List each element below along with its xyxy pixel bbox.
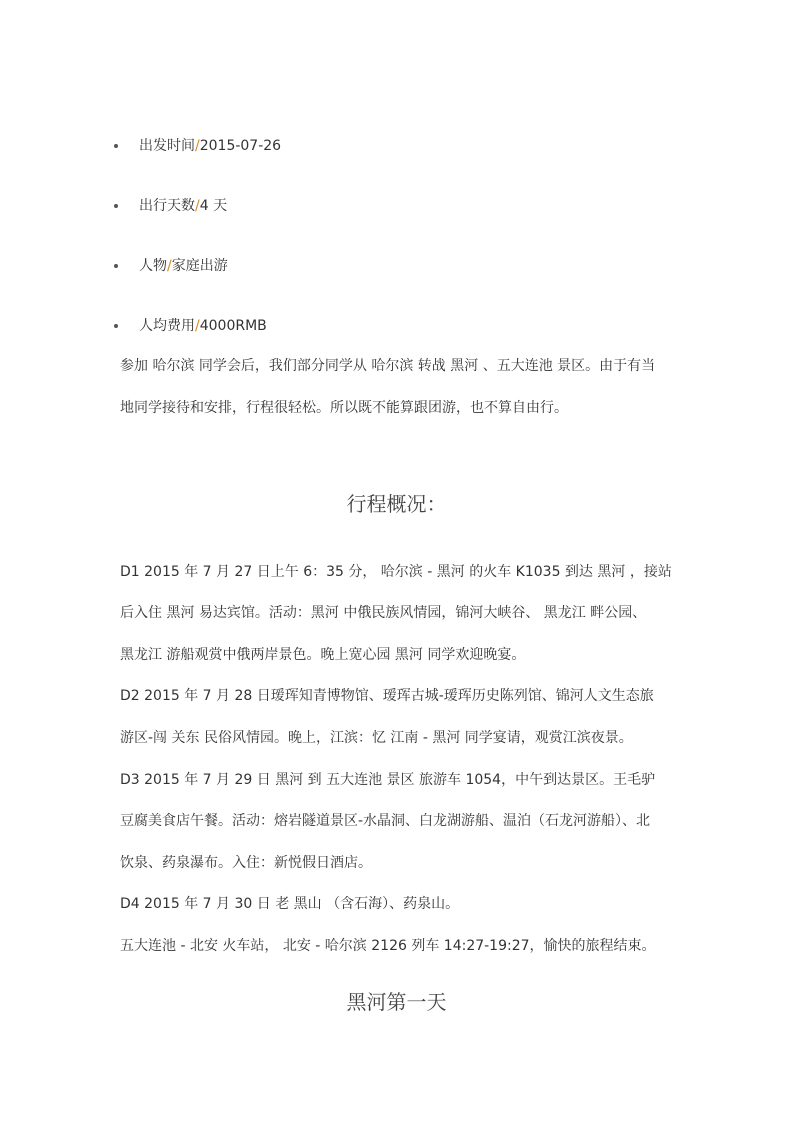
info-label: 人均费用 — [139, 318, 195, 334]
day1-heading: 黑河第一天 — [346, 990, 447, 1014]
info-item-people — [110, 248, 281, 308]
day4-line1: D4 2015 年 7 月 30 日 老 黑山 （含石海）、药泉山。 — [120, 896, 460, 912]
intro-paragraph-line1: 参加 哈尔滨 同学会后，我们部分同学从 哈尔滨 转战 黑河 、五大连池 景区。由于有当 — [120, 358, 656, 374]
trip-info-list — [110, 128, 281, 368]
info-item-days — [110, 188, 281, 248]
day3-line2: 豆腐美食店午餐。活动：熔岩隧道景区-水晶洞、白龙湖游船、温泊（石龙河游船）、北 — [120, 813, 651, 829]
day1-line2: 后入住 黑河 易达宾馆。活动：黑河 中俄民族风情园，锦河大峡谷、 黑龙江 畔公园、 — [120, 605, 647, 621]
bullet-icon — [114, 264, 118, 268]
overview-heading: 行程概况： — [346, 492, 447, 516]
info-value: 4 天 — [199, 198, 228, 214]
day1-line3: 黑龙江 游船观赏中俄两岸景色。晚上宽心园 黑河 同学欢迎晚宴。 — [120, 647, 526, 663]
day2-line1: D2 2015 年 7 月 28 日瑷珲知青博物馆、瑷珲古城-瑷珲历史陈列馆、锦河人文生态旅 — [120, 688, 654, 704]
day4-line2: 五大连池 - 北安 火车站， 北安 - 哈尔滨 2126 列车 14:27-19:27，愉快的旅程结束。 — [120, 938, 656, 954]
bullet-icon — [114, 324, 118, 328]
info-separator: / — [195, 138, 200, 154]
info-separator: / — [195, 198, 200, 214]
info-label: 出发时间 — [139, 138, 195, 154]
info-label: 人物 — [139, 258, 167, 274]
day1-line1: D1 2015 年 7 月 27 日上午 6：35 分， 哈尔滨 - 黑河 的火车 K1035 到达 黑河 ，接站 — [120, 564, 672, 580]
info-value: 家庭出游 — [171, 258, 228, 274]
day3-line1: D3 2015 年 7 月 29 日 黑河 到 五大连池 景区 旅游车 1054，中午到达景区。王毛驴 — [120, 772, 656, 788]
info-separator: / — [195, 318, 200, 334]
info-value: 2015-07-26 — [199, 138, 282, 154]
day3-line3: 饮泉、药泉瀑布。入住：新悦假日酒店。 — [120, 855, 372, 871]
info-separator: / — [167, 258, 172, 274]
info-label: 出行天数 — [139, 198, 195, 214]
intro-paragraph-line2: 地同学接待和安排，行程很轻松。所以既不能算跟团游，也不算自由行。 — [120, 400, 568, 416]
info-value: 4000RMB — [199, 318, 267, 334]
day2-line2: 游区-闯 关东 民俗风情园。晚上，江滨：忆 江南 - 黑河 同学宴请，观赏江滨夜景。 — [120, 730, 633, 746]
bullet-icon — [114, 144, 118, 148]
bullet-icon — [114, 204, 118, 208]
info-item-departure — [110, 128, 281, 188]
